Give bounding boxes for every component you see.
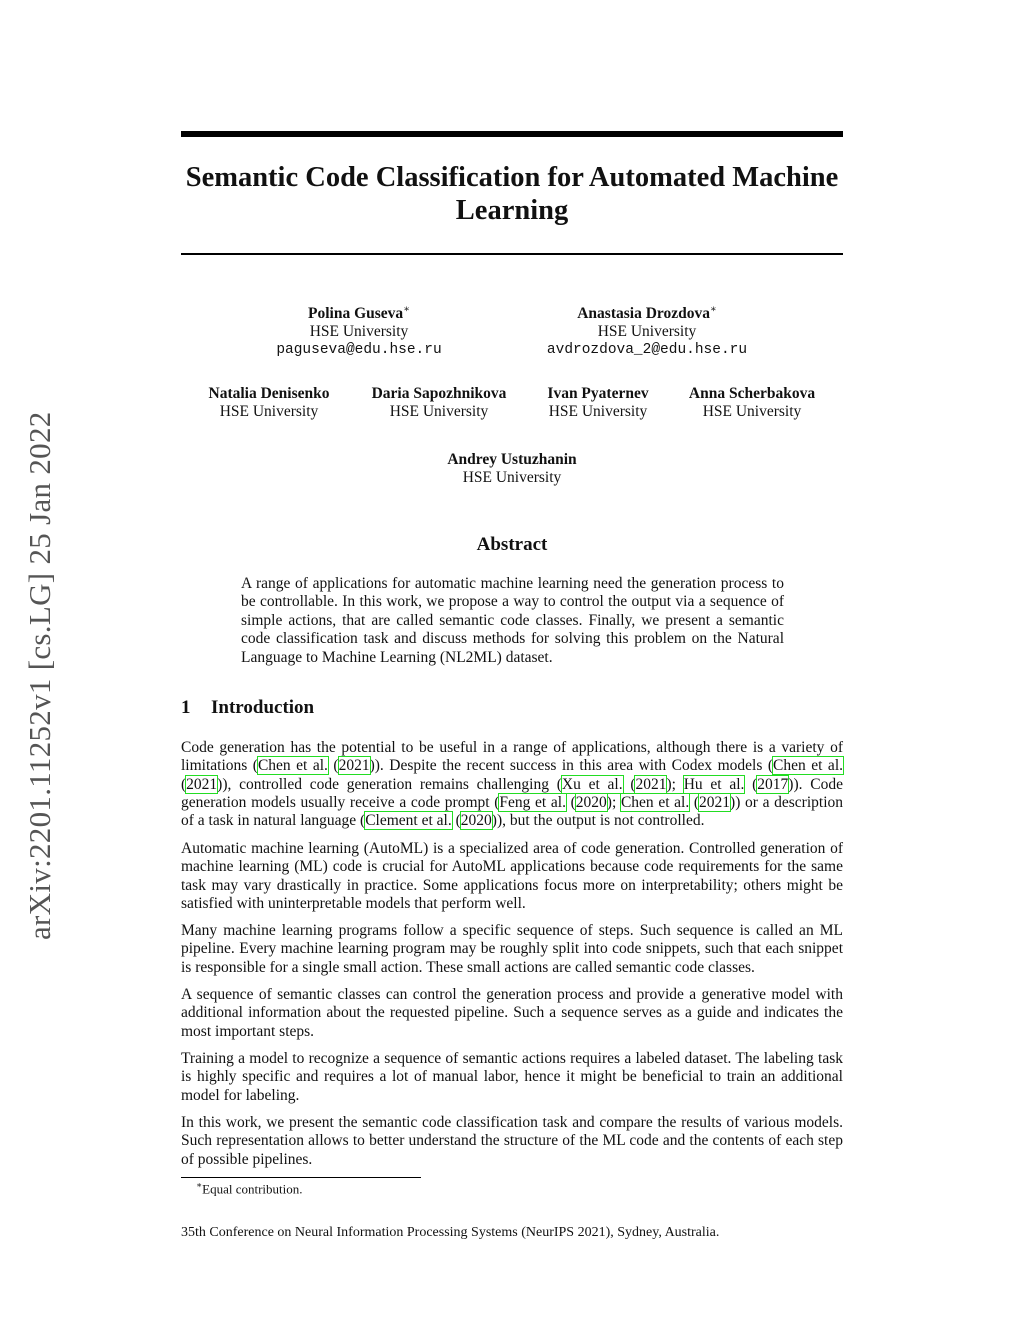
citation-link[interactable]: Xu et al.	[561, 775, 623, 793]
intro-paragraph: A sequence of semantic classes can control the generation process and provide a generative model with additional information about the requested pipeline. Such a sequence serves as a guide and indicates the most important steps.	[181, 986, 843, 1040]
paragraph-text: ) or a description of a task in natural language (	[181, 793, 844, 830]
author-affiliation: HSE University	[219, 403, 319, 420]
intro-paragraph: Code generation has the potential to be useful in a range of applications, although there is a variety of limitations (Chen et al. (2021)). Despite the recent success in this area with Codex models (Chen et al. (2021)), controlled code generation remains challenging (Xu et al. (2021); Hu et al. (2017)). Code generation models usually receive a code prompt (Feng et al. (2020); Chen et al. (2021)) or a description of a task in natural language (Clement et al. (2020)), but the output is not controlled.	[181, 739, 844, 830]
author-block	[677, 385, 827, 421]
citation-year-link[interactable]: 2021	[338, 757, 370, 775]
author-affiliation: HSE University	[548, 403, 648, 420]
paragraph-text: ), but the output is not controlled.	[496, 812, 705, 830]
citation-link[interactable]: Chen et al.	[257, 757, 328, 775]
citation-year-link[interactable]: 2021	[699, 793, 731, 811]
author-name: Natalia Denisenko	[208, 385, 330, 402]
author-block	[359, 385, 519, 421]
author-email[interactable]: paguseva@edu.hse.ru	[276, 342, 442, 359]
author-affiliation: HSE University	[389, 403, 489, 420]
citation-year-link[interactable]: 2017	[757, 775, 789, 793]
author-affiliation: HSE University	[702, 403, 802, 420]
footnote-rule	[181, 1177, 421, 1178]
author-block	[432, 451, 592, 487]
citation-link[interactable]: Clement et al.	[365, 812, 452, 830]
author-block	[189, 385, 349, 421]
paragraph-text: ), controlled code generation remains challenging (	[222, 775, 562, 793]
paragraph-text: ). Despite the recent success in this area with Codex models (	[374, 757, 774, 775]
author-name: Daria Sapozhnikova	[371, 385, 507, 402]
author-affiliation: HSE University	[462, 469, 562, 486]
arxiv-identifier: arXiv:2201.11252v1 [cs.LG] 25 Jan 2022	[22, 411, 57, 940]
equal-contribution-mark: ∗	[709, 304, 717, 315]
author-name: Anna Scherbakova	[688, 385, 816, 402]
author-block	[527, 301, 767, 359]
paragraph-text: Code generation has the potential to be useful in a range of applications, although there is a variety of limitations (	[181, 739, 843, 775]
section-title: Introduction	[211, 697, 315, 718]
author-affiliation: HSE University	[309, 323, 409, 341]
citation-year-link[interactable]: 2021	[635, 775, 667, 793]
author-affiliation: HSE University	[597, 323, 697, 341]
author-name: Polina Guseva	[308, 305, 404, 323]
citation-link[interactable]: Hu et al.	[683, 775, 745, 793]
citation-year-link[interactable]: 2021	[186, 775, 218, 793]
citation-year-link[interactable]: 2020	[575, 793, 607, 811]
section-number: 1	[181, 697, 191, 718]
citation-link[interactable]: Feng et al.	[499, 793, 566, 811]
abstract-text: A range of applications for automatic machine learning need the generation process to be controllable. In this work, we propose a way to control the output via a sequence of simple actions, that are called semantic code classes. Finally, we present a semantic code classification task and discuss methods for solving this problem on the Natural Language to Machine Learning (NL2ML) dataset.	[241, 575, 784, 666]
venue-footer: 35th Conference on Neural Information Processing Systems (NeurIPS 2021), Sydney, Australia.	[181, 1225, 720, 1240]
title-rule-bottom	[181, 253, 843, 255]
citation-link[interactable]: Chen et al.	[773, 757, 843, 775]
footnote-mark: ∗	[196, 1180, 203, 1190]
author-name: Anastasia Drozdova	[577, 305, 710, 323]
footnote-text: Equal contribution.	[202, 1181, 303, 1197]
section-heading	[181, 697, 314, 719]
paragraph-text: ). Code generation models usually receive a code prompt (	[181, 775, 843, 811]
intro-paragraph: Many machine learning programs follow a specific sequence of steps. Such sequence is called an ML pipeline. Every machine learning program may be roughly split into code snippets, such that each snippet is responsible for a single small action. These small actions are called semantic code classes.	[181, 922, 843, 976]
citation-link[interactable]: Chen et al.	[620, 793, 690, 811]
paper-title: Semantic Code Classification for Automated Machine Learning	[185, 162, 839, 226]
author-name: Ivan Pyaternev	[547, 385, 649, 402]
title-rule-top	[181, 131, 843, 137]
intro-paragraph: In this work, we present the semantic code classification task and compare the results of various models. Such representation allows to better understand the structure of the ML code and the contents of each step of possible pipelines.	[181, 1114, 843, 1168]
intro-paragraph: Automatic machine learning (AutoML) is a specialized area of code generation. Controlled generation of machine learning (ML) code is crucial for AutoML applications because code requirements for the same task may vary drastically in practice. Some applications focus more on interpretability; others might be satisfied with uninterpretable models that perform well.	[181, 840, 843, 912]
abstract-heading: Abstract	[476, 534, 548, 555]
author-email[interactable]: avdrozdova_2@edu.hse.ru	[546, 342, 748, 359]
author-name: Andrey Ustuzhanin	[447, 451, 577, 468]
citation-year-link[interactable]: 2020	[460, 812, 492, 830]
equal-contribution-mark: ∗	[403, 304, 410, 315]
intro-paragraph: Training a model to recognize a sequence of semantic actions requires a labeled dataset. The labeling task is highly specific and requires a lot of manual labor, hence it might be beneficial to train an additional model for labeling.	[181, 1050, 843, 1104]
footnote	[196, 1180, 303, 1197]
author-block	[528, 385, 668, 421]
author-block	[259, 301, 459, 359]
